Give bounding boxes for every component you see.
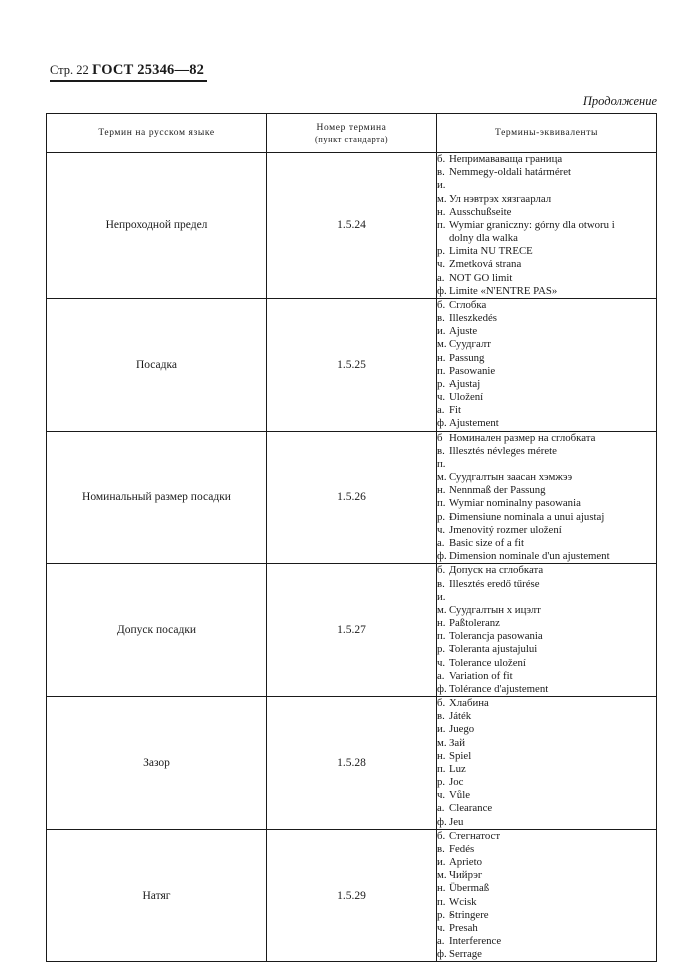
language-marker: в. [437,166,445,179]
standard-designation: ГОСТ 25346—82 [92,62,205,78]
equivalent-text: Чийрэг [449,869,483,882]
language-marker: и. [437,179,446,192]
language-marker: и. [437,590,446,603]
equivalent-line [437,537,656,550]
equivalent-line [437,219,656,245]
language-marker: в. [437,710,445,723]
equivalent-text: Стегнатост [449,829,501,842]
language-marker: ч. [437,789,446,802]
equivalent-line [437,843,656,856]
term-cell: Посадка [47,298,267,431]
equivalent-text: Vůle [449,789,470,802]
language-marker: ч. [437,391,446,404]
language-marker: б [437,431,443,444]
equivalent-text: Суудгалтын х ицэлт [449,603,541,616]
language-marker: в. [437,577,445,590]
language-marker: ф. [437,284,447,297]
equivalent-line [437,882,656,895]
term-cell: Номинальный размер посадки [47,431,267,564]
equivalent-text: NOT GO limit [449,271,513,284]
table-row [47,564,657,697]
table-body [47,153,657,962]
equivalent-line [437,591,656,604]
equivalent-text: Ausschußseite [449,205,512,218]
equivalent-text: Fit [449,404,462,417]
equivalent-line [437,657,656,670]
language-marker: п. [437,457,446,470]
continued-label: Продолжение [582,94,657,108]
equivalent-line [437,896,656,909]
term-cell: Натяг [47,829,267,962]
equivalent-text: Luz [449,762,466,775]
language-marker: ч. [437,656,446,669]
term-number-cell: 1.5.24 [267,153,437,299]
term-number-cell: 1.5.28 [267,697,437,830]
language-marker: б. [437,697,446,710]
equivalent-text: Сглобка [449,298,487,311]
language-marker: б. [437,153,446,165]
equivalents-cell [437,431,657,564]
equivalent-text: Toleranta ajustajului [449,643,538,656]
language-marker: п. [437,497,446,510]
equivalent-text: ˇ Jmenovitý rozmer uložení [449,524,562,536]
equivalent-text: Spiel [449,749,472,762]
equivalent-text-continuation: dolny dla walka [449,232,518,245]
equivalent-line [437,432,656,445]
term-number-cell: 1.5.29 [267,829,437,962]
term-cell: Зазор [47,697,267,830]
table-row [47,153,657,299]
equivalent-line [437,352,656,365]
language-marker: ф. [437,682,447,695]
equivalents-cell [437,153,657,299]
table-header-row [47,114,657,153]
language-marker: п. [437,218,446,231]
language-marker: б. [437,298,446,311]
equivalent-line [437,604,656,617]
equivalent-text: Номинален размер на сглобката [449,431,596,444]
language-marker: ч. [437,921,446,934]
header-underline [50,80,207,82]
equivalent-line [437,258,656,271]
equivalent-text: Dimension nominale d'un ajustement [449,550,610,563]
equivalent-line [437,404,656,417]
equivalent-line [437,922,656,935]
equivalent-line [437,458,656,471]
column-header-term: Термин на русском языке [47,114,267,153]
language-marker: б. [437,564,446,577]
equivalent-line [437,153,656,166]
page-number-label: Стр. 22 [50,63,89,77]
equivalent-text: Допуск на сглобката [449,564,544,577]
equivalent-text: Зай [449,736,465,749]
equivalent-line [437,471,656,484]
equivalents-cell [437,564,657,697]
equivalent-line [437,206,656,219]
equivalents-cell [437,829,657,962]
equivalent-text: Joc [449,776,464,789]
equivalent-text: Хлабина [449,697,489,710]
equivalent-line [437,750,656,763]
equivalent-text: Passung [449,351,485,364]
equivalent-text: Pasowanie [449,364,496,377]
column-header-equivalents: Термины-эквиваленты [437,114,657,153]
language-marker: в. [437,312,445,325]
equivalent-text: Interference [449,935,502,948]
equivalent-line [437,511,656,524]
equivalent-line [437,763,656,776]
language-marker: м. [437,338,447,351]
equivalent-line [437,789,656,802]
table-row [47,298,657,431]
equivalent-text: Nemmegy-oldali határméret [449,166,572,179]
table-row [47,697,657,830]
language-marker: и. [437,723,446,736]
equivalent-text: Ajuste [449,325,478,338]
equivalent-text: Nennmaß der Passung [449,484,546,497]
equivalent-line [437,193,656,206]
table-row [47,829,657,962]
language-marker: м. [437,192,447,205]
equivalent-line [437,166,656,179]
equivalent-text: Übermaß [449,882,490,895]
equivalent-text: Illeszkedés [449,312,497,325]
language-marker: р. [437,245,446,258]
equivalent-text: Stringere [449,908,489,921]
equivalent-line [437,245,656,258]
equivalent-line [437,578,656,591]
equivalent-text: Illesztés eredő tűrése [449,577,540,590]
language-marker: а. [437,669,445,682]
equivalent-line [437,285,656,298]
equivalent-line [437,365,656,378]
language-marker: а. [437,404,445,417]
equivalent-line [437,630,656,643]
equivalent-line [437,776,656,789]
language-marker: р. [437,643,446,656]
equivalent-text: Juego [449,723,475,736]
equivalent-text: Ajustaj [449,377,481,390]
language-marker: р. [437,776,446,789]
equivalent-line [437,617,656,630]
equivalent-text: Jeu [449,815,464,828]
equivalent-text: Fedés [449,842,475,855]
equivalent-text: Суудгалт [449,338,491,351]
language-marker: п. [437,630,446,643]
equivalent-text: ˇ Presah [449,922,478,934]
language-marker: м. [437,736,447,749]
language-marker: п. [437,762,446,775]
language-marker: ф. [437,417,447,430]
language-marker: ф. [437,815,447,828]
language-marker: м. [437,603,447,616]
equivalent-text: Tolérance d'ajustement [449,682,549,695]
term-cell: Непроходной предел [47,153,267,299]
term-number-cell: 1.5.26 [267,431,437,564]
equivalent-text: Tolerancja pasowania [449,630,543,643]
equivalent-text: Dimensiune nominala a unui ajustaj [449,510,605,523]
equivalent-line [437,737,656,750]
equivalent-text: Zmetková strana [449,258,522,271]
language-marker: ч. [437,258,446,271]
equivalent-line [437,856,656,869]
language-marker: в. [437,842,445,855]
equivalent-text: Ул нэвтрэх хязгаарлал [449,192,552,205]
equivalent-text: Ajustement [449,417,499,430]
equivalent-text: Суудгалтын заасан хэмжээ [449,471,573,484]
equivalent-line [437,484,656,497]
language-marker: м. [437,471,447,484]
equivalent-text: ˇ Uložení [449,391,483,403]
equivalent-line [437,564,656,577]
equivalent-line [437,948,656,961]
language-marker: п. [437,895,446,908]
table-row [47,431,657,564]
language-marker: а. [437,536,445,549]
language-marker: н. [437,749,446,762]
equivalent-line [437,683,656,696]
language-marker: п. [437,364,446,377]
equivalent-line [437,445,656,458]
equivalent-text: Wymiar nominalny pasowania [449,497,581,510]
language-marker: н. [437,617,446,630]
language-marker: а. [437,802,445,815]
language-marker: н. [437,484,446,497]
equivalent-line [437,378,656,391]
language-marker: м. [437,869,447,882]
language-marker: а. [437,271,445,284]
equivalent-line [437,909,656,922]
equivalent-line [437,272,656,285]
equivalent-line [437,550,656,563]
equivalent-line [437,524,656,537]
equivalent-text: Limita NU TRECE [449,245,533,258]
page-header [50,62,204,79]
equivalent-text: ˇ Tolerance uložení [449,657,526,669]
language-marker: ч. [437,523,446,536]
language-marker: а. [437,935,445,948]
equivalent-line [437,312,656,325]
language-marker: б. [437,829,446,842]
column-header-number: Номер термина (пункт стандарта) [267,114,437,153]
language-marker: н. [437,351,446,364]
equivalent-text: Limite «N'ENTRE PAS» [449,284,558,297]
table-head [47,114,657,153]
equivalent-text: Aprieto [449,856,482,869]
term-cell: Допуск посадки [47,564,267,697]
term-number-cell: 1.5.25 [267,298,437,431]
language-marker: р. [437,377,446,390]
language-marker: ф. [437,550,447,563]
equivalent-line [437,697,656,710]
language-marker: н. [437,882,446,895]
equivalent-line [437,497,656,510]
equivalent-text: Illesztés névleges mérete [449,444,557,457]
language-marker: р. [437,908,446,921]
term-number-cell: 1.5.27 [267,564,437,697]
equivalent-text: Serrage [449,948,482,961]
language-marker: ф. [437,948,447,961]
equivalent-text: Clearance [449,802,493,815]
language-marker: н. [437,205,446,218]
equivalent-line [437,710,656,723]
equivalent-line [437,338,656,351]
equivalent-text: Basic size of a fit [449,536,524,549]
equivalent-line [437,417,656,430]
equivalent-text: Paßtoleranz [449,617,500,630]
equivalent-line [437,670,656,683]
language-marker: и. [437,325,446,338]
equivalent-text: Wymiar graniczny: górny dla otworu i [449,218,615,231]
equivalent-line [437,299,656,312]
language-marker: р. [437,510,446,523]
equivalent-line [437,802,656,815]
equivalent-text: Wcisk [449,895,477,908]
equivalent-line [437,643,656,656]
language-marker: и. [437,856,446,869]
equivalents-cell [437,697,657,830]
equivalent-text: Játék [449,710,472,723]
equivalent-line [437,723,656,736]
terms-table [46,113,657,962]
language-marker: в. [437,444,445,457]
equivalent-line [437,935,656,948]
column-header-number-sub: (пункт стандарта) [314,133,389,144]
equivalent-text: Непримававаща граница [449,153,563,165]
equivalent-line [437,325,656,338]
equivalent-line [437,869,656,882]
equivalent-text: Variation of fit [449,669,513,682]
equivalent-line [437,391,656,404]
equivalent-line [437,179,656,192]
equivalent-line [437,830,656,843]
equivalents-cell [437,298,657,431]
equivalent-line [437,816,656,829]
